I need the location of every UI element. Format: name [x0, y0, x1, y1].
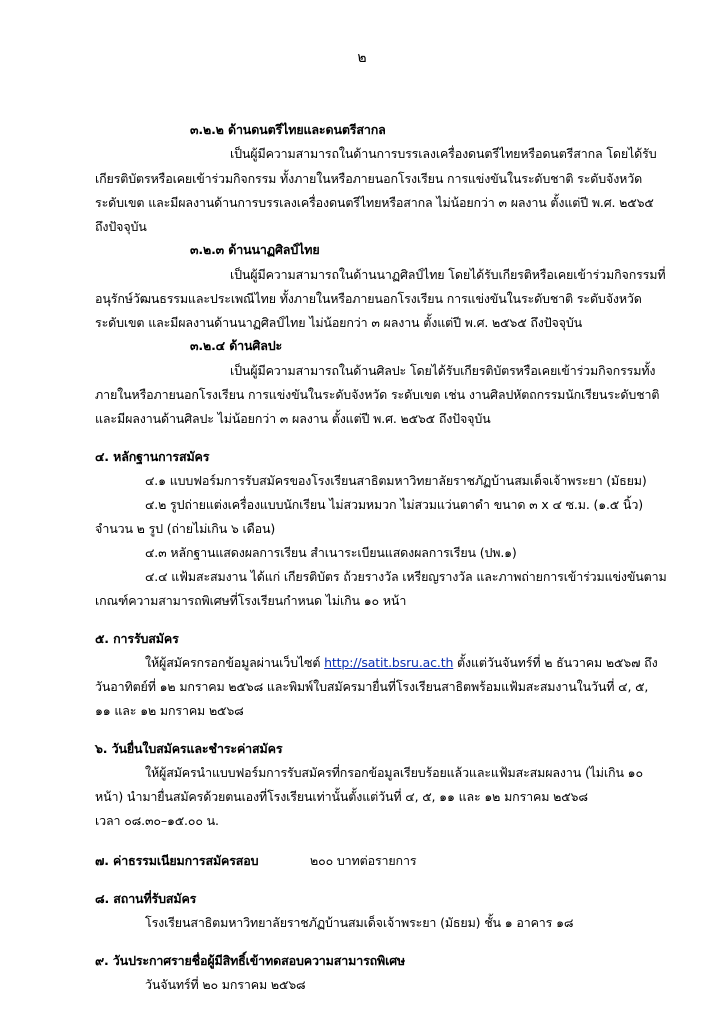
paragraph-line: เป็นผู้มีความสามารถในด้านการบรรเลงเครื่องดนตรีไทยหรือดนตรีสากล โดยได้รับ — [230, 146, 657, 161]
section-heading: ๓.๒.๓ ด้านนาฏศิลป์ไทย — [190, 242, 320, 257]
section-heading: ๔. หลักฐานการสมัคร — [95, 449, 210, 464]
list-item-continuation: จำนวน ๒ รูป (ถ่ายไม่เกิน ๖ เดือน) — [95, 521, 276, 536]
fee-amount: ๒๐๐ บาทต่อรายการ — [310, 853, 417, 868]
paragraph-text: ตั้งแต่วันจันทร์ที่ ๒ ธันวาคม ๒๕๖๗ ถึง — [453, 655, 658, 670]
list-item: ๔.๓ หลักฐานแสดงผลการเรียน สำเนาระเบียนแสดงผลการเรียน (ปพ.๑) — [145, 545, 517, 560]
paragraph-line: เวลา ๐๘.๓๐–๑๕.๐๐ น. — [95, 813, 219, 828]
paragraph-line: โรงเรียนสาธิตมหาวิทยาลัยราชภัฏบ้านสมเด็จเจ้าพระยา (มัธยม) ชั้น ๑ อาคาร ๑๘ — [145, 915, 574, 930]
section-heading: ๘. สถานที่รับสมัคร — [95, 891, 197, 906]
paragraph-line — [145, 654, 658, 672]
section-heading: ๓.๒.๒ ด้านดนตรีไทยและดนตรีสากล — [190, 122, 386, 137]
list-item: ๔.๔ แฟ้มสะสมงาน ได้แก่ เกียรติบัตร ถ้วยรางวัล เหรียญรางวัล และภาพถ่ายการเข้าร่วมแข่งขันตาม — [145, 569, 667, 584]
paragraph-line: วันจันทร์ที่ ๒๐ มกราคม ๒๕๖๘ — [145, 977, 306, 992]
paragraph-line: ระดับเขต และมีผลงานด้านนาฏศิลป์ไทย ไม่น้อยกว่า ๓ ผลงาน ตั้งแต่ปี พ.ศ. ๒๕๖๕ ถึงปัจจุบัน — [95, 315, 583, 330]
paragraph-line: ให้ผู้สมัครนำแบบฟอร์มการรับสมัครที่กรอกข้อมูลเรียบร้อยแล้วและแฟ้มสะสมผลงาน (ไม่เกิน ๑๐ — [145, 765, 643, 780]
paragraph-text: ให้ผู้สมัครกรอกข้อมูลผ่านเว็บไซต์ — [145, 655, 325, 670]
paragraph-line: หน้า) นำมายื่นสมัครด้วยตนเองที่โรงเรียนเท่านั้นตั้งแต่วันที่ ๔, ๕, ๑๑ และ ๑๒ มกราคม ๒๕๖๘ — [95, 789, 588, 804]
paragraph-line: ๑๑ และ ๑๒ มกราคม ๒๕๖๘ — [95, 703, 244, 718]
list-item-continuation: เกณฑ์ความสามารถพิเศษที่โรงเรียนกำหนด ไม่เกิน ๑๐ หน้า — [95, 593, 407, 608]
section-heading: ๓.๒.๔ ด้านศิลปะ — [190, 338, 283, 353]
section-heading: ๕. การรับสมัคร — [95, 631, 179, 646]
paragraph-line: และมีผลงานด้านศิลปะ ไม่น้อยกว่า ๓ ผลงาน ตั้งแต่ปี พ.ศ. ๒๕๖๕ ถึงปัจจุบัน — [95, 411, 491, 426]
paragraph-line: ระดับเขต และมีผลงานด้านการบรรเลงเครื่องดนตรีไทยหรือสากล ไม่น้อยกว่า ๓ ผลงาน ตั้งแต่ปี พ.ศ. ๒๕๖๕ — [95, 195, 654, 210]
paragraph-line: วันอาทิตย์ที่ ๑๒ มกราคม ๒๕๖๘ และพิมพ์ใบสมัครมายื่นที่โรงเรียนสาธิตพร้อมแฟ้มสะสมงานในวันที่ ๔, ๕, — [95, 679, 649, 694]
website-link[interactable]: http://satit.bsru.ac.th — [324, 655, 454, 670]
page-number: ๒ — [357, 50, 367, 66]
section-heading: ๙. วันประกาศรายชื่อผู้มีสิทธิ์เข้าทดสอบความสามารถพิเศษ — [95, 953, 406, 968]
section-heading: ๖. วันยื่นใบสมัครและชำระค่าสมัคร — [95, 741, 283, 756]
paragraph-line: อนุรักษ์วัฒนธรรมและประเพณีไทย ทั้งภายในหรือภายนอกโรงเรียน การแข่งขันในระดับชาติ ระดับจังหวัด — [95, 291, 642, 306]
paragraph-line: เกียรติบัตรหรือเคยเข้าร่วมกิจกรรม ทั้งภายในหรือภายนอกโรงเรียน การแข่งขันในระดับชาติ ระดับจังหวัด — [95, 171, 643, 186]
list-item: ๔.๒ รูปถ่ายแต่งเครื่องแบบนักเรียน ไม่สวมหมวก ไม่สวมแว่นตาดำ ขนาด ๓ x ๔ ซ.ม. (๑.๕ นิ้ว) — [145, 497, 643, 512]
paragraph-line: เป็นผู้มีความสามารถในด้านศิลปะ โดยได้รับเกียรติบัตรหรือเคยเข้าร่วมกิจกรรมทั้ง — [230, 363, 656, 378]
list-item: ๔.๑ แบบฟอร์มการรับสมัครของโรงเรียนสาธิตมหาวิทยาลัยราชภัฏบ้านสมเด็จเจ้าพระยา (มัธยม) — [145, 473, 647, 488]
paragraph-line: ถึงปัจจุบัน — [95, 219, 147, 234]
paragraph-line: เป็นผู้มีความสามารถในด้านนาฏศิลป์ไทย โดยได้รับเกียรติหรือเคยเข้าร่วมกิจกรรมที่ — [230, 267, 666, 282]
section-heading: ๗. ค่าธรรมเนียมการสมัครสอบ — [95, 853, 259, 868]
paragraph-line: ภายในหรือภายนอกโรงเรียน การแข่งขันในระดับจังหวัด ระดับเขต เช่น งานศิลปหัตถกรรมนักเรียนระดับชาติ — [95, 387, 660, 402]
